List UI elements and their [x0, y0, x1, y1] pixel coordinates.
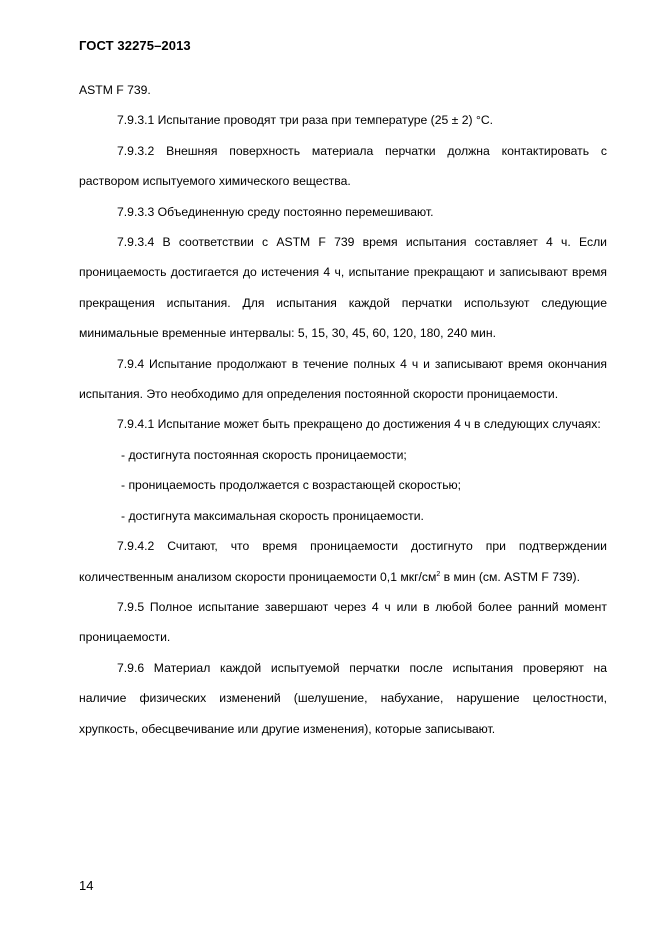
list-item: - достигнута максимальная скорость проницаемости. [121, 508, 424, 523]
paragraph-astm-ref: ASTM F 739. [79, 83, 151, 97]
document-body [79, 75, 607, 744]
paragraph-7-9-6: 7.9.6 Материал каждой испытуемой перчатки после испытания проверяют на наличие физических изменений (шелушение, набухание, нарушение целостности, хрупкость, обесцвечивание или другие изменения), которые записывают. [79, 660, 607, 736]
paragraph-7-9-4-2 [79, 531, 607, 592]
paragraph-7-9-3-4: 7.9.3.4 В соответствии с ASTM F 739 время испытания составляет 4 ч. Если проницаемость достигается до истечения 4 ч, испытание прекращают и записывают время прекращения испытания. Для испытания каждой перчатки используют следующие минимальные временные интервалы: 5, 15, 30, 45, 60, 120, 180, 240 мин. [79, 235, 607, 341]
paragraph-7-9-4-1: 7.9.4.1 Испытание может быть прекращено до достижения 4 ч в следующих случаях: [117, 417, 601, 432]
superscript-2: 2 [436, 570, 441, 578]
paragraph-7-9-3-1: 7.9.3.1 Испытание проводят три раза при температуре (25 ± 2) °С. [117, 113, 494, 128]
paragraph-7-9-4-2-text-end: в мин (см. ASTM F 739). [440, 569, 580, 584]
list-item: - достигнута постоянная скорость проницаемости; [121, 447, 407, 462]
page-number: 14 [79, 878, 94, 893]
paragraph-7-9-3-2: 7.9.3.2 Внешняя поверхность материала перчатки должна контактировать с раствором испытуемого химического вещества. [79, 143, 607, 189]
paragraph-7-9-4: 7.9.4 Испытание продолжают в течение полных 4 ч и записывают время окончания испытания. Это необходимо для определения постоянной скорости проницаемости. [79, 356, 607, 402]
paragraph-7-9-5: 7.9.5 Полное испытание завершают через 4 ч или в любой более ранний момент проницаемости. [79, 599, 607, 645]
document-header: ГОСТ 32275–2013 [79, 38, 191, 53]
list-item: - проницаемость продолжается с возрастающей скоростью; [121, 478, 462, 493]
paragraph-7-9-3-3: 7.9.3.3 Объединенную среду постоянно перемешивают. [117, 204, 434, 219]
paragraph-7-9-4-2-text: 7.9.4.2 Считают, что время проницаемости достигнуто при подтверждении количественным анализом скорости проницаемости 0,1 мкг/см [79, 539, 607, 584]
